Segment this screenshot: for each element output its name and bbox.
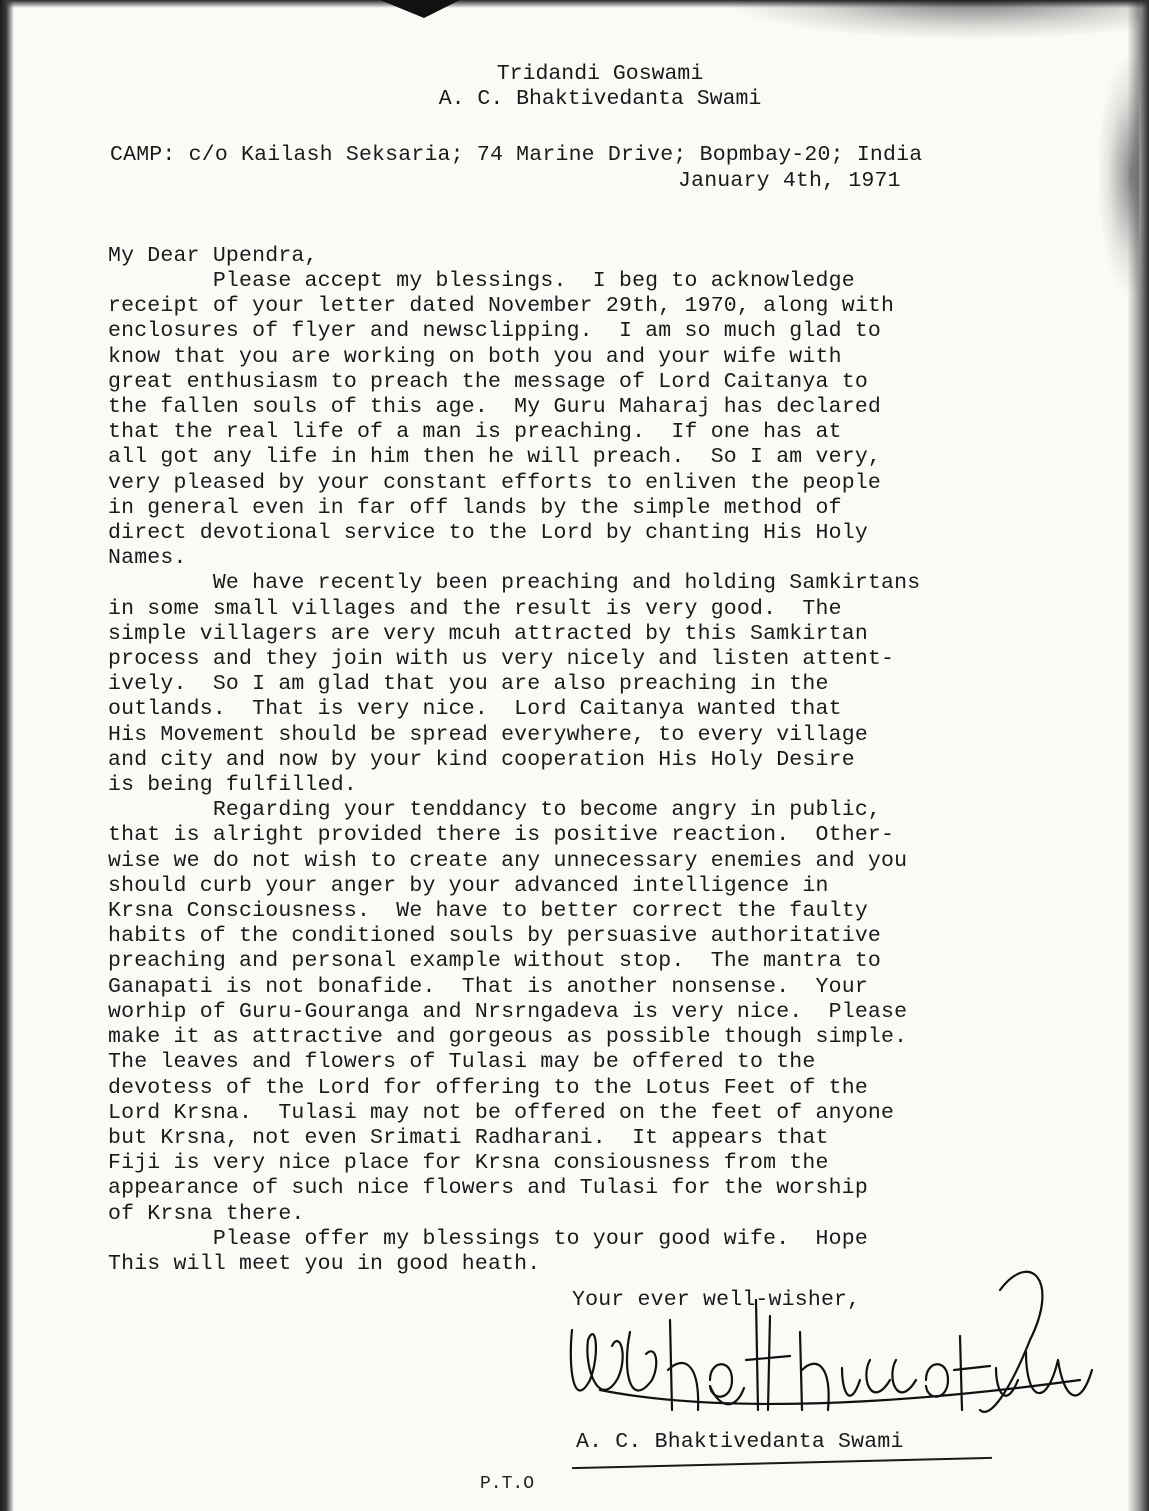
camp-address: CAMP: c/o Kailash Seksaria; 74 Marine Drive; Bopmbay-20; India <box>110 143 923 167</box>
scan-smudge-top <box>720 0 1140 40</box>
salutation: My Dear Upendra, <box>108 244 318 268</box>
signature-underline <box>572 1457 992 1469</box>
scan-smudge-right <box>1099 60 1139 290</box>
closing: Your ever well-wisher, <box>572 1288 861 1312</box>
letterhead <box>300 62 900 112</box>
handwritten-signature <box>560 1260 1100 1440</box>
scan-tear-mark <box>380 0 460 18</box>
letter-date: January 4th, 1971 <box>678 169 901 193</box>
pto-mark: P.T.O <box>480 1474 535 1494</box>
letter-body: Please accept my blessings. I beg to acknowledge receipt of your letter dated November 29th, 1970, along with enclosures of flyer and newsclipping. I am so much glad to know that you are working on both you and your wife with great enthusiasm to preach the message of Lord Caitanya to the fallen souls of this age. My Guru Maharaj has declared that the real life of a man is preaching. If one has at all got any life in him then he will preach. So I am very, very pleased by your constant efforts to enliven the people in general even in far off lands by the simple method of direct devotional service to the Lord by chanting His Holy Names. We have recently been preaching and holding Samkirtans in some small villages and the result is very good. The simple villagers are very mcuh attracted by this Samkirtan process and they join with us very nicely and listen attent- ively. So I am glad that you are also preaching in the outlands. That is very nice. Lord Caitanya wanted that His Movement should be spread everywhere, to every village and city and now by your kind cooperation His Holy Desire is being fulfilled. Regarding your tenddancy to become angry in public, that is alright provided there is positive reaction. Other- wise we do not wish to create any unnecessary enemies and you should curb your anger by your advanced intelligence in Krsna Consciousness. We have to better correct the faulty habits of the conditioned souls by persuasive authoritative preaching and personal example without stop. The mantra to Ganapati is not bonafide. That is another nonsense. Your worhip of Guru-Gouranga and Nrsrngadeva is very nice. Please make it as attractive and gorgeous as possible though simple. The leaves and flowers of Tulasi may be offered to the devotess of the Lord for offering to the Lotus Feet of the Lord Krsna. Tulasi may not be offered on the feet of anyone but Krsna, not even Srimati Radharani. It appears that Fiji is very nice place for Krsna consiousness from the appearance of such nice flowers and Tulasi for the worship of Krsna there. Please offer my blessings to your good wife. Hope This will meet you in good heath. <box>108 269 921 1276</box>
scan-edge-left <box>0 0 14 1511</box>
typed-name: A. C. Bhaktivedanta Swami <box>576 1430 904 1454</box>
letterhead-title: Tridandi Goswami <box>496 62 704 86</box>
letterhead-name: A. C. Bhaktivedanta Swami <box>438 87 762 111</box>
